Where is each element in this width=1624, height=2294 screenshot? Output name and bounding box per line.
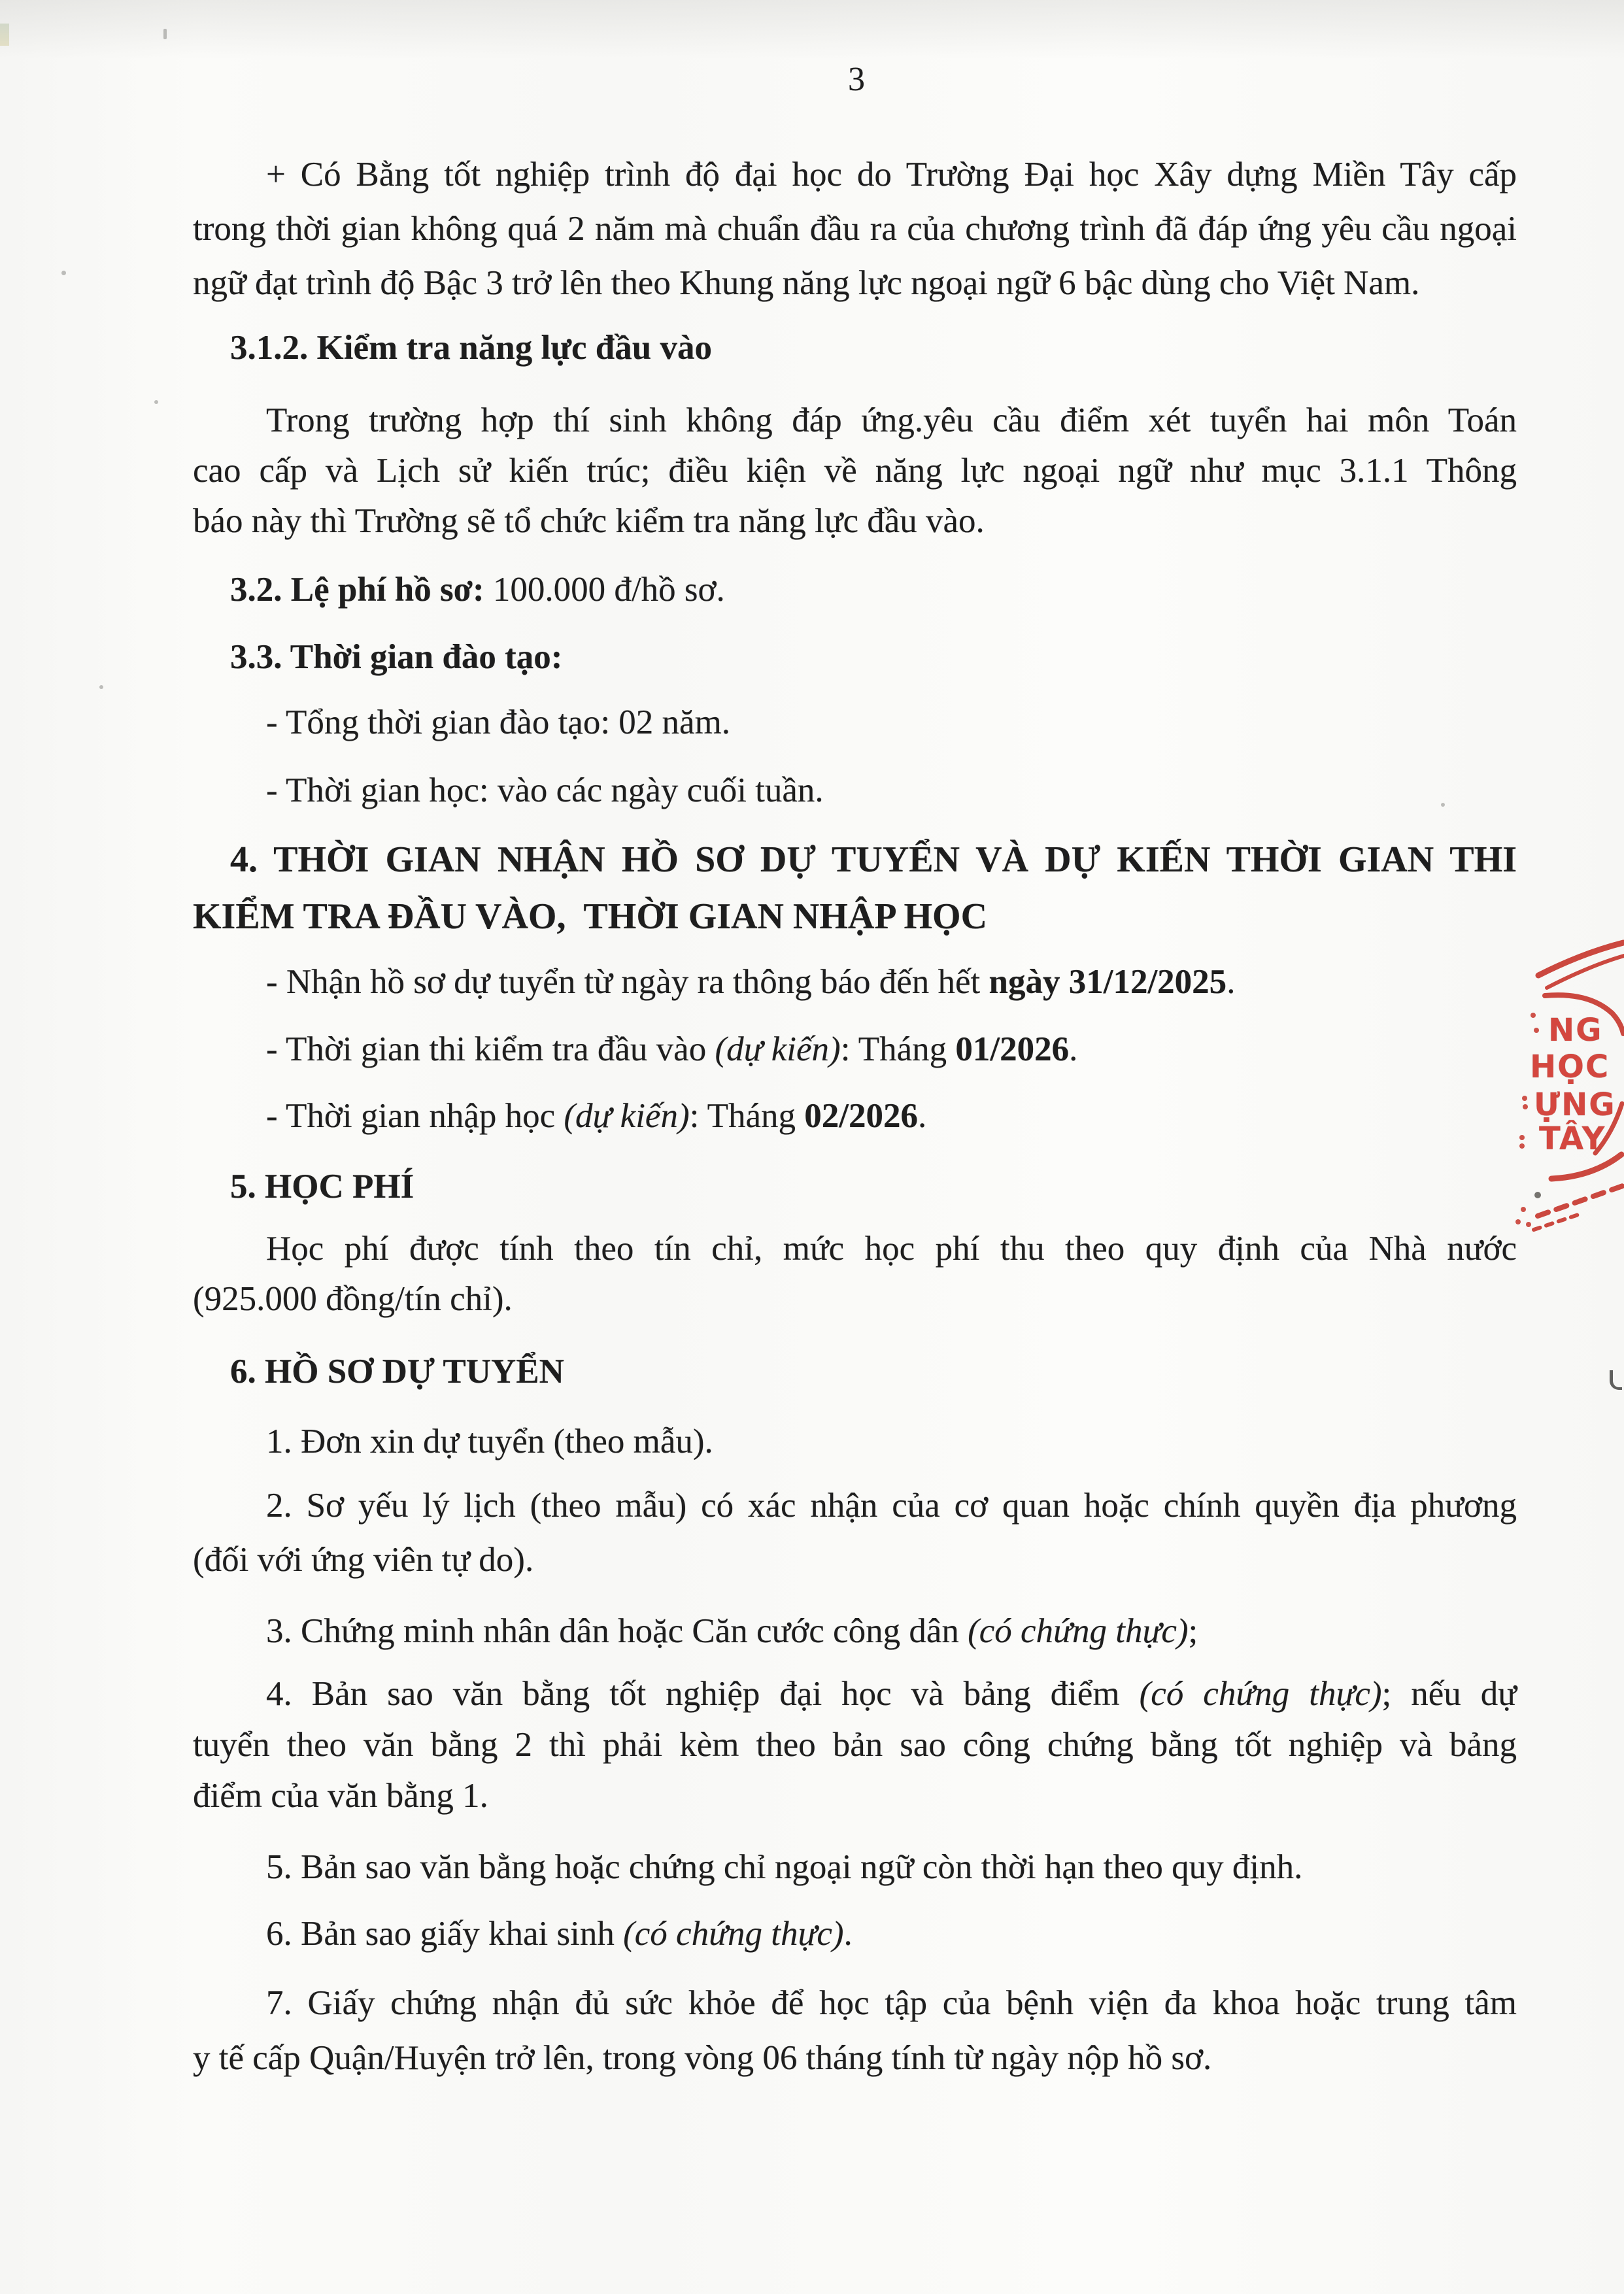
text-line: y tế cấp Quận/Huyện trở lên, trong vòng 06 tháng tính từ ngày nộp hồ sơ. bbox=[193, 2039, 1212, 2077]
section-heading: 6. HỒ SƠ DỰ TUYỂN bbox=[230, 1353, 564, 1391]
scan-edge-artifact bbox=[1610, 1370, 1622, 1390]
heading-4-schedule bbox=[193, 832, 1517, 945]
dossier-item-5 bbox=[193, 1841, 1517, 1893]
section-heading: 3.1.2. Kiểm tra năng lực đầu vào bbox=[230, 329, 713, 367]
text-line: KIỂM TRA ĐẦU VÀO, THỜI GIAN NHẬP HỌC bbox=[193, 896, 988, 937]
stamp-text-fragment: TÂY bbox=[1539, 1121, 1606, 1157]
text-line bbox=[193, 1605, 1517, 1657]
fee-label: 3.2. Lệ phí hồ sơ: bbox=[230, 571, 484, 609]
plain-text: . bbox=[1226, 963, 1236, 1001]
bold-date: 02/2026 bbox=[804, 1097, 919, 1135]
page-number: 3 bbox=[848, 61, 865, 98]
plain-text: 4. Bản sao văn bằng tốt nghiệp đại học và bảng điểm bbox=[266, 1675, 1140, 1713]
text-line: - Tổng thời gian đào tạo: 02 năm. bbox=[266, 703, 731, 741]
text-line bbox=[193, 956, 1517, 1008]
text-line: 4. THỜI GIAN NHẬN HỒ SƠ DỰ TUYỂN VÀ DỰ KIẾN THỜI GIAN THI bbox=[230, 839, 1517, 880]
stamp-text-fragment: NG bbox=[1548, 1012, 1603, 1049]
plain-text: 3. Chứng minh nhân dân hoặc Căn cước công dân bbox=[266, 1612, 968, 1650]
list-item-receive-dossier bbox=[193, 956, 1517, 1008]
text-line: - Thời gian học: vào các ngày cuối tuần. bbox=[266, 771, 824, 809]
stamp-arc bbox=[1551, 1155, 1621, 1179]
scan-speck bbox=[99, 685, 103, 689]
text-line: (925.000 đồng/tín chỉ). bbox=[193, 1280, 513, 1318]
italic-note: (có chứng thực) bbox=[968, 1612, 1189, 1650]
dossier-item-1 bbox=[193, 1415, 1517, 1468]
italic-note: (có chứng thực) bbox=[623, 1915, 844, 1953]
list-item-exam-time bbox=[193, 1023, 1517, 1075]
text-line: 2. Sơ yếu lý lịch (theo mẫu) có xác nhận của cơ quan hoặc chính quyền địa phương bbox=[266, 1487, 1517, 1525]
dossier-item-2 bbox=[193, 1479, 1517, 1587]
list-item-study-schedule bbox=[193, 764, 1517, 817]
plain-text: - Nhận hồ sơ dự tuyển từ ngày ra thông báo đến hết bbox=[266, 963, 989, 1001]
plain-text: - Thời gian nhập học bbox=[266, 1097, 564, 1135]
plain-text: . bbox=[918, 1097, 927, 1135]
paragraph-entry-test bbox=[193, 396, 1517, 547]
heading-3-1-2 bbox=[193, 322, 1517, 374]
plain-text: : Tháng bbox=[689, 1097, 805, 1135]
list-item-enroll-time bbox=[193, 1090, 1517, 1142]
university-stamp-icon bbox=[1484, 902, 1624, 1255]
dossier-item-4 bbox=[193, 1668, 1517, 1821]
text-line: tuyển theo văn bằng 2 thì phải kèm theo bản sao công chứng bằng tốt nghiệp và bảng bbox=[193, 1726, 1517, 1764]
plain-text: : Tháng bbox=[840, 1030, 956, 1068]
text-line bbox=[193, 1908, 1517, 1960]
dossier-item-3 bbox=[193, 1605, 1517, 1657]
bold-deadline: ngày 31/12/2025 bbox=[989, 963, 1227, 1001]
italic-note: (có chứng thực) bbox=[1139, 1675, 1382, 1713]
heading-6-dossier bbox=[193, 1345, 1517, 1398]
section-heading: 5. HỌC PHÍ bbox=[230, 1168, 414, 1206]
scan-edge-artifact bbox=[0, 24, 9, 46]
heading-3-2-fee bbox=[193, 564, 1517, 616]
text-line bbox=[193, 1668, 1517, 1719]
scan-speck bbox=[1534, 1192, 1541, 1198]
italic-note: (dự kiến) bbox=[564, 1097, 690, 1135]
stamp-text-fragment: HỌC bbox=[1530, 1049, 1610, 1085]
heading-5-tuition bbox=[193, 1160, 1517, 1213]
paragraph-degree-condition bbox=[193, 148, 1517, 311]
plain-text: . bbox=[843, 1915, 853, 1953]
scan-speck bbox=[154, 400, 158, 404]
text-line: 1. Đơn xin dự tuyển (theo mẫu). bbox=[266, 1423, 713, 1460]
scan-speck bbox=[163, 29, 167, 39]
text-line bbox=[193, 564, 1517, 616]
scan-speck bbox=[61, 271, 66, 275]
text-line: 5. Bản sao văn bằng hoặc chứng chỉ ngoại ngữ còn thời hạn theo quy định. bbox=[266, 1848, 1303, 1886]
plain-text: - Thời gian thi kiểm tra đầu vào bbox=[266, 1030, 715, 1068]
dossier-item-6 bbox=[193, 1908, 1517, 1960]
bold-date: 01/2026 bbox=[955, 1030, 1070, 1068]
text-line bbox=[193, 1090, 1517, 1142]
text-line: trong thời gian không quá 2 năm mà chuẩn đầu ra của chương trình đã đáp ứng yêu cầu ngoại bbox=[193, 210, 1517, 248]
italic-note: (dự kiến) bbox=[715, 1030, 841, 1068]
text-line: Trong trường hợp thí sinh không đáp ứng.yêu cầu điểm xét tuyển hai môn Toán bbox=[266, 401, 1517, 439]
list-item-total-duration bbox=[193, 696, 1517, 749]
stamp-dashes bbox=[1538, 1186, 1623, 1216]
plain-text: ; bbox=[1188, 1612, 1198, 1650]
plain-text: 6. Bản sao giấy khai sinh bbox=[266, 1915, 624, 1953]
text-line: báo này thì Trường sẽ tổ chức kiểm tra năng lực đầu vào. bbox=[193, 502, 985, 540]
stamp-arc bbox=[1547, 956, 1624, 988]
paragraph-tuition bbox=[193, 1224, 1517, 1324]
text-line: + Có Bằng tốt nghiệp trình độ đại học do Trường Đại học Xây dựng Miền Tây cấp bbox=[266, 156, 1517, 194]
heading-3-3-duration bbox=[193, 631, 1517, 683]
plain-text: ; nếu dự bbox=[1381, 1675, 1517, 1713]
fee-value: 100.000 đ/hồ sơ. bbox=[484, 571, 725, 609]
text-line: điểm của văn bằng 1. bbox=[193, 1777, 488, 1815]
stamp-text-fragment: ỰNG bbox=[1534, 1087, 1616, 1123]
text-line: ngữ đạt trình độ Bậc 3 trở lên theo Khung năng lực ngoại ngữ 6 bậc dùng cho Việt Nam. bbox=[193, 264, 1420, 302]
text-line: cao cấp và Lịch sử kiến trúc; điều kiện về năng lực ngoại ngữ như mục 3.1.1 Thông bbox=[193, 452, 1517, 490]
section-heading: 3.3. Thời gian đào tạo: bbox=[230, 638, 563, 676]
text-line: Học phí được tính theo tín chỉ, mức học phí thu theo quy định của Nhà nước bbox=[266, 1230, 1517, 1268]
dossier-item-7 bbox=[193, 1976, 1517, 2085]
text-line bbox=[193, 1023, 1517, 1075]
scan-speck bbox=[1441, 803, 1445, 807]
text-line: (đối với ứng viên tự do). bbox=[193, 1541, 534, 1579]
plain-text: . bbox=[1069, 1030, 1078, 1068]
text-line: 7. Giấy chứng nhận đủ sức khỏe để học tập của bệnh viện đa khoa hoặc trung tâm bbox=[266, 1984, 1517, 2022]
